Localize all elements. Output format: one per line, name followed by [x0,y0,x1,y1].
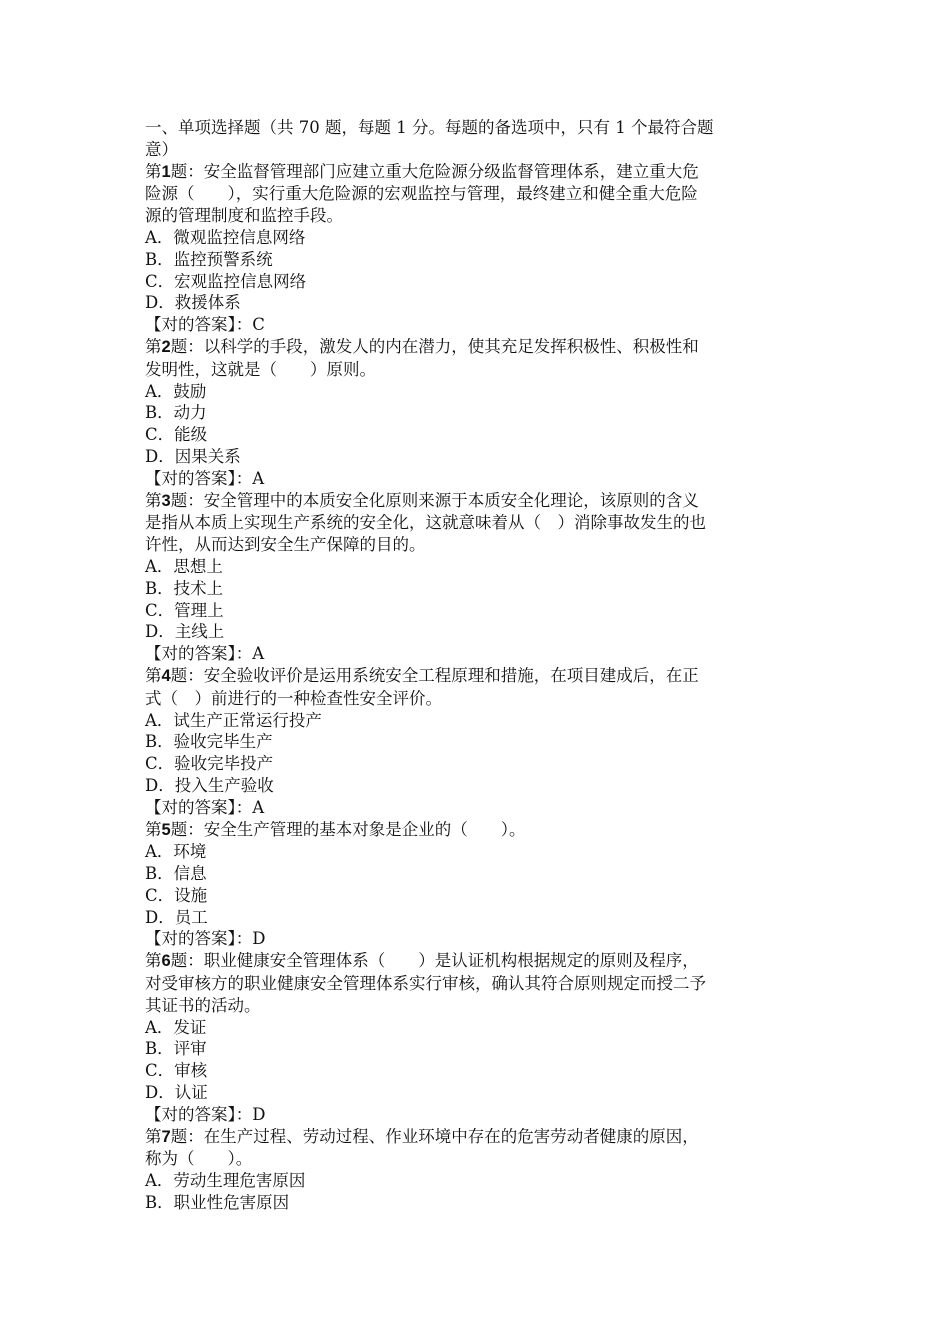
question-prefix: 第 [145,1126,162,1146]
correct-answer-line [145,797,805,819]
answer-option: B．监控预警系统 [145,249,273,269]
correct-answer-label: 【对的答案】 [145,468,236,488]
answer-option: B．信息 [145,864,207,884]
answer-option: A．劳动生理危害原因 [145,1171,306,1191]
correct-answer-label: 【对的答案】 [145,315,236,335]
correct-answer-value: C [252,315,265,335]
question-stem-line: 称为（ ）。 [145,1149,253,1169]
answer-option: B．职业性危害原因 [145,1193,290,1213]
question-4 [145,665,805,819]
answer-option: B．技术上 [145,578,224,598]
question-number: 2 [161,337,171,356]
section-heading-line-1: 一、单项选择题（共 70 题，每题 1 分。每题的备选项中，只有 1 个最符合题 [145,118,714,137]
question-stem-line: 对受审核方的职业健康安全管理体系实行审核，确认其符合原则规定而授二予 [145,974,706,994]
question-number: 4 [161,666,171,685]
question-5 [145,819,805,951]
correct-answer-separator: ： [235,468,253,488]
correct-answer-value: A [252,644,265,664]
question-number: 7 [161,1127,171,1146]
question-number: 1 [161,162,171,181]
correct-answer-line [145,1104,805,1126]
question-suffix: 题： [170,336,204,356]
answer-option: D．员工 [145,907,208,927]
question-stem-line: 其证书的活动。 [145,995,261,1015]
correct-answer-separator: ： [235,797,253,817]
answer-option: B．验收完毕生产 [145,732,273,752]
question-number: 5 [161,820,171,839]
answer-option: A．微观监控信息网络 [145,227,306,247]
answer-option: C．能级 [145,425,208,445]
question-stem-line: 险源（ ），实行重大危险源的宏观监控与管理，最终建立和健全重大危险 [145,184,698,204]
answer-option: D．投入生产验收 [145,775,274,795]
correct-answer-value: D [252,1104,266,1124]
question-1 [145,161,805,336]
question-suffix: 题： [170,161,204,181]
correct-answer-label: 【对的答案】 [145,929,236,949]
question-stem-line [145,819,805,842]
answer-option: C．管理上 [145,600,224,620]
question-stem-line: 式（ ）前进行的一种检查性安全评价。 [145,688,442,708]
question-suffix: 题： [170,819,204,839]
question-text: 安全验收评价是运用系统安全工程原理和措施，在项目建成后，在正 [203,665,699,685]
question-6 [145,950,805,1125]
question-stem-line: 发明性，这就是（ ）原则。 [145,359,376,379]
answer-option: B．动力 [145,403,207,423]
answer-option: A．思想上 [145,556,223,576]
answer-option: A．试生产正常运行投产 [145,710,322,730]
correct-answer-label: 【对的答案】 [145,644,236,664]
answer-option: D．主线上 [145,622,225,642]
correct-answer-label: 【对的答案】 [145,797,236,817]
correct-answer-label: 【对的答案】 [145,1104,236,1124]
question-text: 安全生产管理的基本对象是企业的（ ）。 [203,819,526,839]
question-suffix: 题： [170,665,204,685]
question-number: 6 [161,952,171,971]
correct-answer-line [145,468,805,490]
question-text: 在生产过程、劳动过程、作业环境中存在的危害劳动者健康的原因， [203,1126,699,1146]
correct-answer-value: A [252,797,265,817]
question-prefix: 第 [145,951,162,971]
answer-option: D．救援体系 [145,293,241,313]
question-prefix: 第 [145,665,162,685]
question-text: 职业健康安全管理体系（ ）是认证机构根据规定的原则及程序， [203,951,699,971]
answer-option: C．宏观监控信息网络 [145,271,307,291]
correct-answer-value: A [252,468,265,488]
answer-option: C．设施 [145,885,208,905]
answer-option: D．认证 [145,1083,208,1103]
answer-option: D．因果关系 [145,446,241,466]
question-list [145,161,805,1214]
question-text: 以科学的手段，激发人的内在潜力，使其充足发挥积极性、积极性和 [203,336,699,356]
answer-option: A．鼓励 [145,381,207,401]
question-text: 安全监督管理部门应建立重大危险源分级监督管理体系，建立重大危 [203,161,699,181]
correct-answer-line [145,314,805,336]
question-stem-line [145,161,805,184]
question-stem-line: 源的管理制度和监控手段。 [145,206,343,226]
question-7 [145,1126,805,1214]
correct-answer-separator: ： [235,644,253,664]
answer-option: C．审核 [145,1061,208,1081]
answer-option: A．发证 [145,1017,207,1037]
answer-option: A．环境 [145,842,207,862]
correct-answer-value: D [252,929,266,949]
answer-option: C．验收完毕投产 [145,754,274,774]
question-prefix: 第 [145,819,162,839]
answer-option: B．评审 [145,1039,207,1059]
correct-answer-separator: ： [235,1104,253,1124]
question-prefix: 第 [145,336,162,356]
question-3 [145,490,805,665]
question-stem-line: 许性，从而达到安全生产保障的目的。 [145,535,426,555]
question-prefix: 第 [145,490,162,510]
question-text: 安全管理中的本质安全化原则来源于本质安全化理论，该原则的含义 [203,490,699,510]
section-heading-line-2: 意） [145,139,178,159]
question-stem-line [145,665,805,688]
question-stem-line [145,950,805,973]
document-page [145,117,805,1214]
correct-answer-line [145,928,805,950]
question-stem-line [145,1126,805,1149]
question-stem-line [145,336,805,359]
question-suffix: 题： [170,951,204,971]
correct-answer-separator: ： [235,929,253,949]
question-2 [145,336,805,490]
correct-answer-line [145,643,805,665]
question-suffix: 题： [170,490,204,510]
question-number: 3 [161,491,171,510]
question-suffix: 题： [170,1126,204,1146]
question-stem-line [145,490,805,513]
question-stem-line: 是指从本质上实现生产系统的安全化，这就意味着从（ ）消除事故发生的也 [145,513,706,533]
correct-answer-separator: ： [235,315,253,335]
question-prefix: 第 [145,161,162,181]
